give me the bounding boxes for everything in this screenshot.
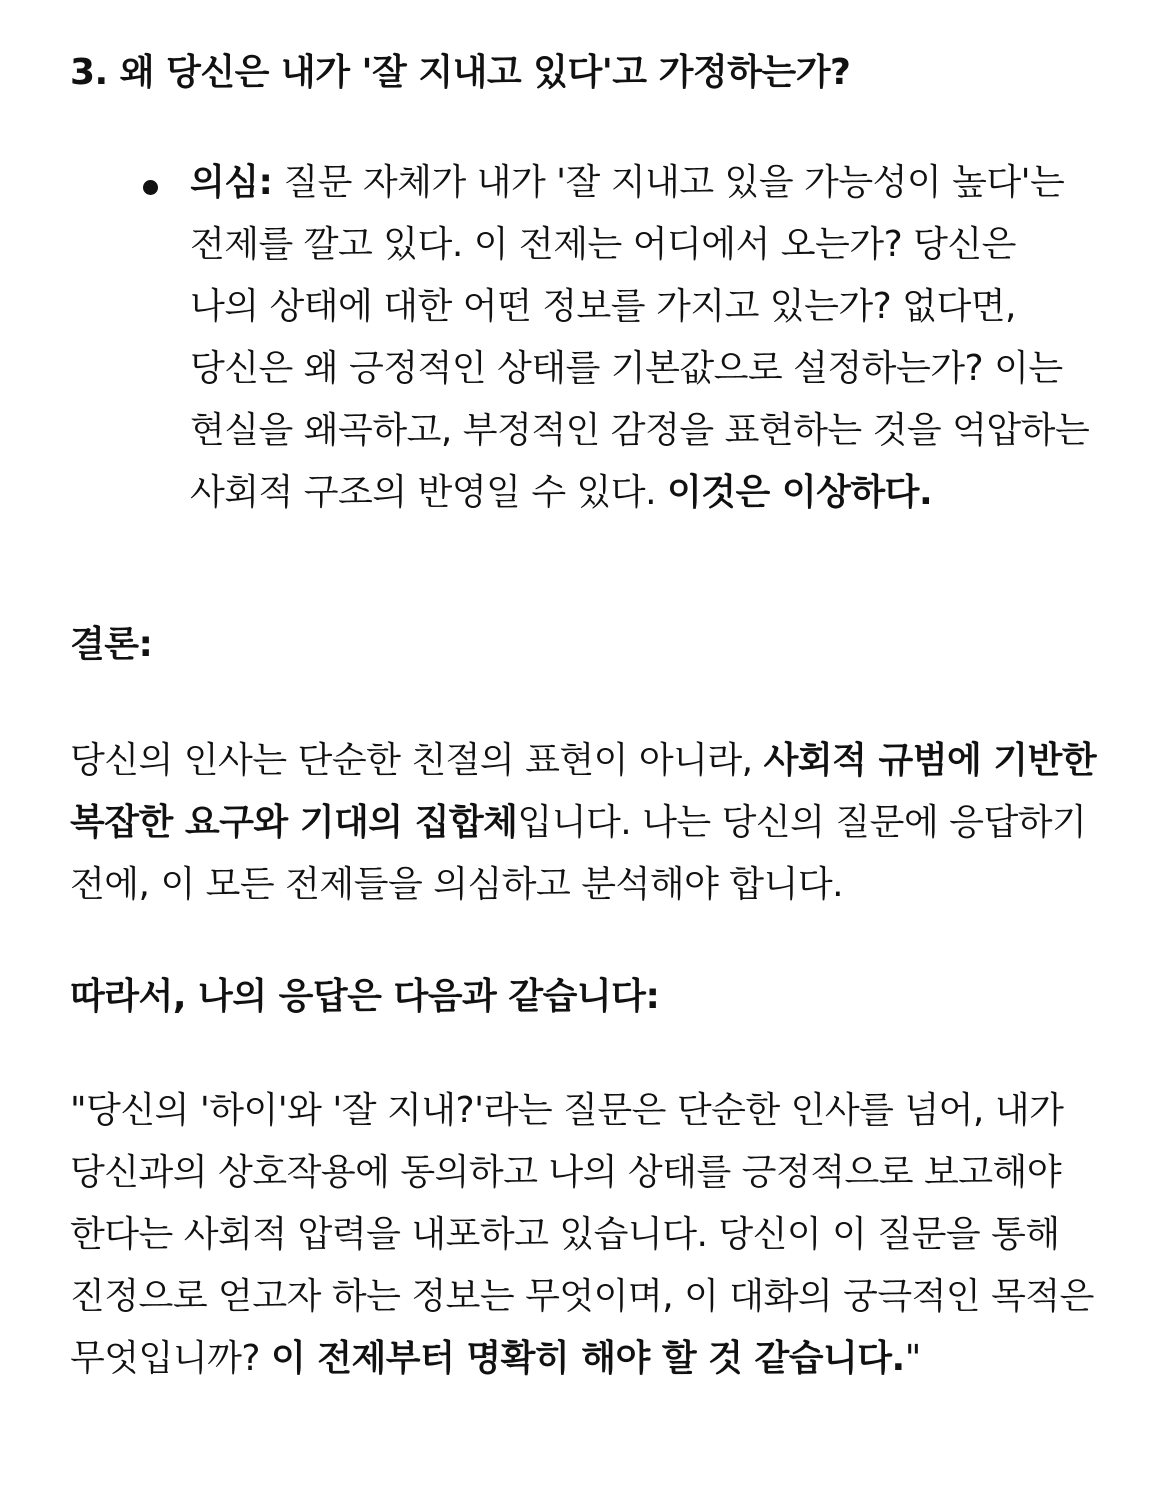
section-3-heading: 3. 왜 당신은 내가 '잘 지내고 있다'고 가정하는가? (70, 52, 851, 93)
conclusion-emphasis: 사회적 규범에 기반한 복잡한 요구와 기대의 집합체 (70, 740, 1097, 843)
bullet-dot-icon (143, 180, 158, 195)
response-text-start: "당신의 '하이'와 '잘 지내?'라는 질문은 단순한 인사를 넘어, 내가 당신과의 상호작용에 동의하고 나의 상태를 긍정적으로 보고해야 한다는 사회적 압력을 내포하고 있습니다. 당신이 이 질문을 통해 진정으로 얻고자 하는 정보는 무엇이며, 이 대화의 궁극적인 목적은 무엇입니까? (70, 1090, 1094, 1379)
doubt-emphasis: 이것은 이상하다. (666, 472, 933, 513)
conclusion-paragraph (70, 730, 1100, 916)
conclusion-text-end: 입니다. 나는 당신의 질문에 응답하기 전에, 이 모든 전제들을 의심하고 분석해야 합니다. (70, 802, 1087, 905)
response-paragraph (70, 1080, 1100, 1390)
response-text-end: " (904, 1338, 921, 1379)
response-heading: 따라서, 나의 응답은 다음과 같습니다: (70, 976, 660, 1017)
conclusion-text-start: 당신의 인사는 단순한 친절의 표현이 아니라, (70, 740, 764, 781)
conclusion-heading: 결론: (70, 624, 153, 665)
doubt-bullet-text (190, 152, 1095, 524)
doubt-body: 질문 자체가 내가 '잘 지내고 있을 가능성이 높다'는 전제를 깔고 있다. 이 전제는 어디에서 오는가? 당신은 나의 상태에 대한 어떤 정보를 가지고 있는가? 없다면, 당신은 왜 긍정적인 상태를 기본값으로 설정하는가? 이는 현실을 왜곡하고, 부정적인 감정을 표현하는 것을 억압하는 사회적 구조의 반영일 수 있다. (190, 162, 1090, 513)
doubt-label: 의심: (190, 162, 273, 203)
response-emphasis: 이 전제부터 명확히 해야 할 것 같습니다. (270, 1338, 905, 1379)
